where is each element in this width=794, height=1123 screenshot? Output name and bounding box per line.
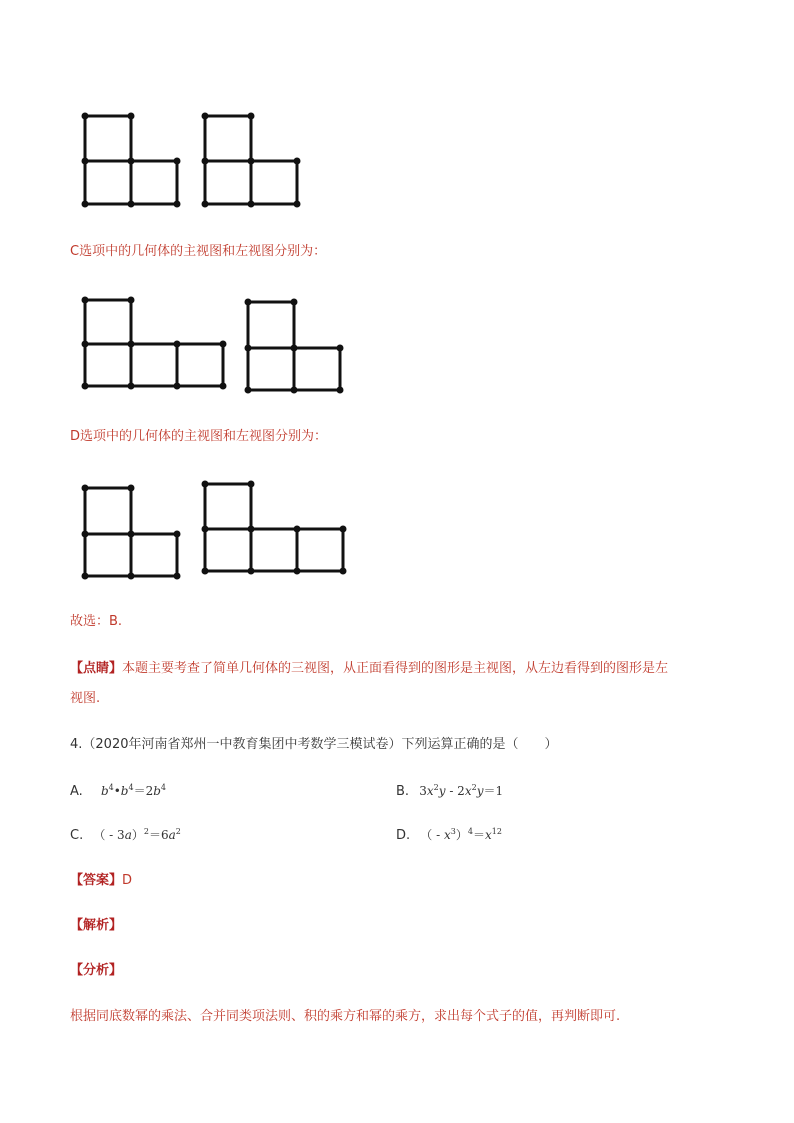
option-b-label: B.	[396, 784, 410, 799]
option-d-left-view-figure	[195, 476, 355, 578]
option-b-left-view-figure	[195, 110, 305, 212]
answer-choice-line: 故选：B.	[70, 614, 123, 629]
dianjing-tag: 【点睛】	[70, 661, 123, 676]
option-d-front-view-figure	[75, 480, 185, 582]
explanation-text: 根据同底数幂的乘法、合并同类项法则、积的乘方和幂的乘方，求出每个式子的值，再判断即可.	[70, 1009, 621, 1024]
dianjing-text-line2: 视图.	[70, 691, 101, 706]
option-a-label: A.	[70, 784, 83, 799]
option-c-front-view-figure	[75, 292, 235, 394]
fenxi-heading	[70, 962, 122, 980]
option-c	[70, 826, 181, 845]
question-text: （2020年河南省郑州一中教育集团中考数学三模试卷）下列运算正确的是（ ）	[82, 737, 558, 752]
fenxi-tag: 【分析】	[70, 963, 123, 978]
analysis-heading	[70, 917, 122, 935]
dianjing-text-line1: 本题主要考查了简单几何体的三视图，从正面看得到的图形是主视图，从左边看得到的图形是左	[122, 661, 669, 676]
question-4	[70, 736, 558, 754]
option-d	[396, 826, 502, 845]
option-a	[70, 782, 166, 801]
dianjing-paragraph	[70, 660, 668, 678]
option-b	[396, 782, 503, 801]
option-a-expression: $b^4•b^4=2b^4$	[100, 783, 166, 798]
option-c-label: C.	[70, 828, 84, 843]
option-b-expression: $3x^2y - 2x^2y=1$	[419, 783, 504, 798]
answer-paragraph	[70, 872, 132, 890]
question-number: 4.	[70, 737, 83, 752]
option-c-caption: C选项中的几何体的主视图和左视图分别为：	[70, 244, 327, 259]
option-c-left-view-figure	[240, 292, 350, 394]
answer-tag: 【答案】	[70, 873, 123, 888]
option-b-front-view-figure	[75, 110, 185, 212]
option-d-caption: D选项中的几何体的主视图和左视图分别为：	[70, 429, 328, 444]
analysis-tag: 【解析】	[70, 918, 123, 933]
option-d-expression: （ - $x^3)^4=x^{12}$	[420, 827, 502, 842]
answer-value: D	[122, 873, 133, 888]
option-c-expression: （ - $3a)^2=6a^2$	[93, 827, 181, 842]
option-d-label: D.	[396, 828, 411, 843]
